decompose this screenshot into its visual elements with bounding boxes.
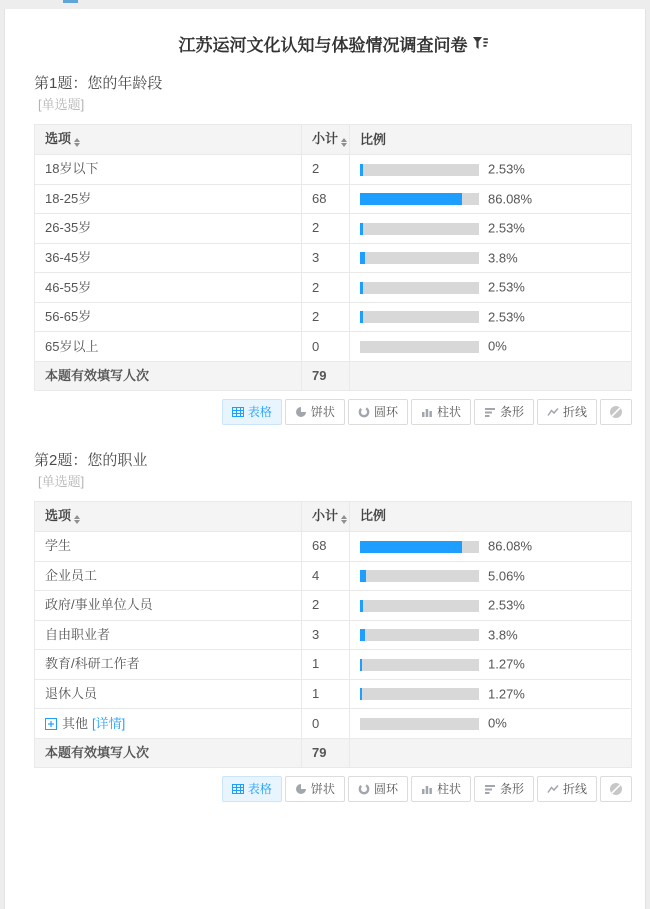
table-row bbox=[35, 650, 632, 680]
count-cell: 0 bbox=[302, 332, 350, 362]
footer-total: 79 bbox=[302, 361, 350, 390]
chart-type-button[interactable]: 柱状 bbox=[411, 776, 471, 802]
question-section bbox=[34, 74, 632, 425]
count-cell: 2 bbox=[302, 155, 350, 185]
percent-bar-fill bbox=[360, 193, 462, 205]
chart-type-button[interactable]: 饼状 bbox=[285, 399, 345, 425]
chart-type-button[interactable]: 表格 bbox=[222, 776, 282, 802]
ratio-cell bbox=[350, 561, 632, 591]
chart-type-button[interactable]: 折线 bbox=[537, 399, 597, 425]
column-header-option[interactable]: 选项 bbox=[35, 501, 302, 531]
bar-chart-icon bbox=[484, 783, 496, 795]
chart-type-button[interactable]: 饼状 bbox=[285, 776, 345, 802]
percent-bar-fill bbox=[360, 252, 365, 264]
table-grid-icon bbox=[232, 406, 244, 418]
count-cell: 3 bbox=[302, 620, 350, 650]
table-row bbox=[35, 302, 632, 332]
option-cell bbox=[35, 273, 302, 303]
percent-label: 5.06% bbox=[488, 568, 525, 584]
ratio-cell bbox=[350, 184, 632, 214]
count-cell: 2 bbox=[302, 273, 350, 303]
detail-link[interactable]: [详情] bbox=[92, 715, 126, 731]
ratio-cell bbox=[350, 531, 632, 561]
percent-bar-fill bbox=[360, 223, 363, 235]
table-grid-icon bbox=[232, 783, 244, 795]
sort-arrows-icon bbox=[341, 138, 347, 147]
percent-bar bbox=[360, 570, 479, 582]
option-cell bbox=[35, 332, 302, 362]
table-row bbox=[35, 620, 632, 650]
table-row bbox=[35, 184, 632, 214]
footer-empty-cell bbox=[350, 738, 632, 767]
ratio-cell bbox=[350, 332, 632, 362]
percent-bar bbox=[360, 629, 479, 641]
count-cell: 68 bbox=[302, 531, 350, 561]
option-label: 56-65岁 bbox=[45, 309, 92, 325]
option-cell bbox=[35, 214, 302, 244]
table-row bbox=[35, 561, 632, 591]
percent-bar-fill bbox=[360, 282, 363, 294]
question-type-label: [单选题] bbox=[38, 473, 85, 489]
count-cell: 1 bbox=[302, 679, 350, 709]
footer-label: 本题有效填写人次 bbox=[35, 361, 302, 390]
ratio-cell bbox=[350, 650, 632, 680]
percent-bar bbox=[360, 341, 479, 353]
percent-bar bbox=[360, 223, 479, 235]
footer-empty-cell bbox=[350, 361, 632, 390]
option-label: 26-35岁 bbox=[45, 220, 92, 236]
option-label: 18-25岁 bbox=[45, 190, 92, 206]
percent-label: 1.27% bbox=[488, 656, 525, 672]
column-header-ratio: 比例 bbox=[350, 501, 632, 531]
donut-chart-icon bbox=[358, 406, 370, 418]
percent-bar-fill bbox=[360, 164, 363, 176]
table-row bbox=[35, 332, 632, 362]
ratio-cell bbox=[350, 709, 632, 739]
table-row bbox=[35, 591, 632, 621]
percent-bar bbox=[360, 541, 479, 553]
count-cell: 2 bbox=[302, 591, 350, 621]
no-chart-button[interactable] bbox=[600, 399, 632, 425]
percent-bar-fill bbox=[360, 688, 362, 700]
percent-bar bbox=[360, 311, 479, 323]
column-header-count[interactable]: 小计 bbox=[302, 125, 350, 155]
option-label: 企业员工 bbox=[45, 567, 98, 583]
ratio-cell bbox=[350, 302, 632, 332]
option-label: 18岁以下 bbox=[45, 161, 99, 177]
percent-bar bbox=[360, 600, 479, 612]
percent-bar bbox=[360, 193, 479, 205]
chart-type-button[interactable]: 折线 bbox=[537, 776, 597, 802]
option-cell bbox=[35, 679, 302, 709]
donut-chart-icon bbox=[358, 783, 370, 795]
filter-funnel-icon[interactable] bbox=[473, 37, 488, 50]
percent-bar bbox=[360, 252, 479, 264]
table-row bbox=[35, 531, 632, 561]
sort-arrows-icon bbox=[74, 515, 80, 524]
count-cell: 1 bbox=[302, 650, 350, 680]
option-label: 政府/事业单位人员 bbox=[45, 597, 153, 613]
percent-bar bbox=[360, 164, 479, 176]
ratio-cell bbox=[350, 214, 632, 244]
percent-bar-fill bbox=[360, 629, 365, 641]
question-title: 第2题：您的职业 bbox=[34, 451, 148, 469]
count-cell: 2 bbox=[302, 214, 350, 244]
count-cell: 68 bbox=[302, 184, 350, 214]
option-cell bbox=[35, 302, 302, 332]
option-label: 65岁以上 bbox=[45, 338, 99, 354]
column-chart-icon bbox=[421, 406, 433, 418]
question-section bbox=[34, 451, 632, 802]
option-label: 退休人员 bbox=[45, 686, 98, 702]
ratio-cell bbox=[350, 155, 632, 185]
option-cell bbox=[35, 184, 302, 214]
percent-label: 2.53% bbox=[488, 597, 525, 613]
percent-label: 86.08% bbox=[488, 191, 533, 207]
no-chart-button[interactable] bbox=[600, 776, 632, 802]
chart-type-button[interactable]: 柱状 bbox=[411, 399, 471, 425]
percent-label: 2.53% bbox=[488, 309, 525, 325]
table-row bbox=[35, 243, 632, 273]
pie-chart-icon bbox=[295, 406, 307, 418]
chart-type-button[interactable]: 条形 bbox=[474, 399, 534, 425]
question-title: 第1题：您的年龄段 bbox=[34, 75, 163, 92]
option-label: 自由职业者 bbox=[45, 626, 111, 642]
no-chart-icon bbox=[609, 782, 623, 796]
percent-label: 86.08% bbox=[488, 538, 533, 554]
ratio-cell bbox=[350, 591, 632, 621]
table-header-row bbox=[35, 125, 632, 155]
percent-label: 2.53% bbox=[488, 220, 525, 236]
count-cell: 4 bbox=[302, 561, 350, 591]
count-cell: 3 bbox=[302, 243, 350, 273]
option-cell bbox=[35, 561, 302, 591]
footer-total: 79 bbox=[302, 738, 350, 767]
chart-type-toolbar bbox=[34, 399, 632, 425]
column-chart-icon bbox=[421, 783, 433, 795]
percent-label: 1.27% bbox=[488, 686, 525, 702]
option-label: 36-45岁 bbox=[45, 249, 92, 265]
percent-label: 0% bbox=[488, 338, 507, 354]
title-row bbox=[34, 31, 632, 56]
percent-label: 2.53% bbox=[488, 279, 525, 295]
chart-type-button[interactable]: 圆环 bbox=[348, 399, 408, 425]
no-chart-icon bbox=[609, 405, 623, 419]
sort-arrows-icon bbox=[341, 515, 347, 524]
ratio-cell bbox=[350, 243, 632, 273]
table-row bbox=[35, 273, 632, 303]
table-row bbox=[35, 709, 632, 739]
chart-type-button[interactable]: 表格 bbox=[222, 399, 282, 425]
column-header-option[interactable]: 选项 bbox=[35, 125, 302, 155]
column-header-ratio: 比例 bbox=[350, 125, 632, 155]
option-label: 教育/科研工作者 bbox=[45, 656, 140, 672]
percent-bar-fill bbox=[360, 541, 462, 553]
table-row bbox=[35, 679, 632, 709]
percent-bar bbox=[360, 718, 479, 730]
count-cell: 0 bbox=[302, 709, 350, 739]
option-cell bbox=[35, 591, 302, 621]
option-label: 46-55岁 bbox=[45, 279, 92, 295]
option-cell bbox=[35, 650, 302, 680]
count-cell: 2 bbox=[302, 302, 350, 332]
line-chart-icon bbox=[547, 783, 559, 795]
pie-chart-icon bbox=[295, 783, 307, 795]
ratio-cell bbox=[350, 273, 632, 303]
ratio-cell bbox=[350, 620, 632, 650]
footer-label: 本题有效填写人次 bbox=[35, 738, 302, 767]
percent-bar-fill bbox=[360, 659, 362, 671]
table-footer-row bbox=[35, 361, 632, 390]
percent-bar bbox=[360, 688, 479, 700]
percent-bar bbox=[360, 282, 479, 294]
line-chart-icon bbox=[547, 406, 559, 418]
percent-bar-fill bbox=[360, 600, 363, 612]
stats-table bbox=[34, 124, 632, 391]
percent-label: 0% bbox=[488, 715, 507, 731]
chart-type-toolbar bbox=[34, 776, 632, 802]
table-row bbox=[35, 155, 632, 185]
option-cell bbox=[35, 620, 302, 650]
option-label: 学生 bbox=[45, 538, 72, 554]
survey-results-card bbox=[4, 9, 646, 909]
column-header-count[interactable]: 小计 bbox=[302, 501, 350, 531]
top-tab-indicator bbox=[63, 0, 78, 3]
question-type-label: [单选题] bbox=[38, 97, 85, 112]
table-footer-row bbox=[35, 738, 632, 767]
sort-arrows-icon bbox=[74, 138, 80, 147]
option-cell bbox=[35, 155, 302, 185]
option-cell bbox=[35, 531, 302, 561]
chart-type-button[interactable]: 条形 bbox=[474, 776, 534, 802]
table-header-row bbox=[35, 501, 632, 531]
bar-chart-icon bbox=[484, 406, 496, 418]
percent-label: 2.53% bbox=[488, 161, 525, 177]
expand-plus-icon[interactable] bbox=[45, 718, 57, 730]
percent-label: 3.8% bbox=[488, 627, 518, 643]
page-title: 江苏运河文化认知与体验情况调查问卷 bbox=[178, 36, 468, 55]
option-label: 其他 bbox=[62, 715, 89, 731]
ratio-cell bbox=[350, 679, 632, 709]
option-cell bbox=[35, 243, 302, 273]
option-cell bbox=[35, 709, 302, 739]
table-row bbox=[35, 214, 632, 244]
percent-bar bbox=[360, 659, 479, 671]
chart-type-button[interactable]: 圆环 bbox=[348, 776, 408, 802]
percent-bar-fill bbox=[360, 570, 366, 582]
percent-label: 3.8% bbox=[488, 250, 518, 266]
stats-table bbox=[34, 501, 632, 768]
percent-bar-fill bbox=[360, 311, 363, 323]
